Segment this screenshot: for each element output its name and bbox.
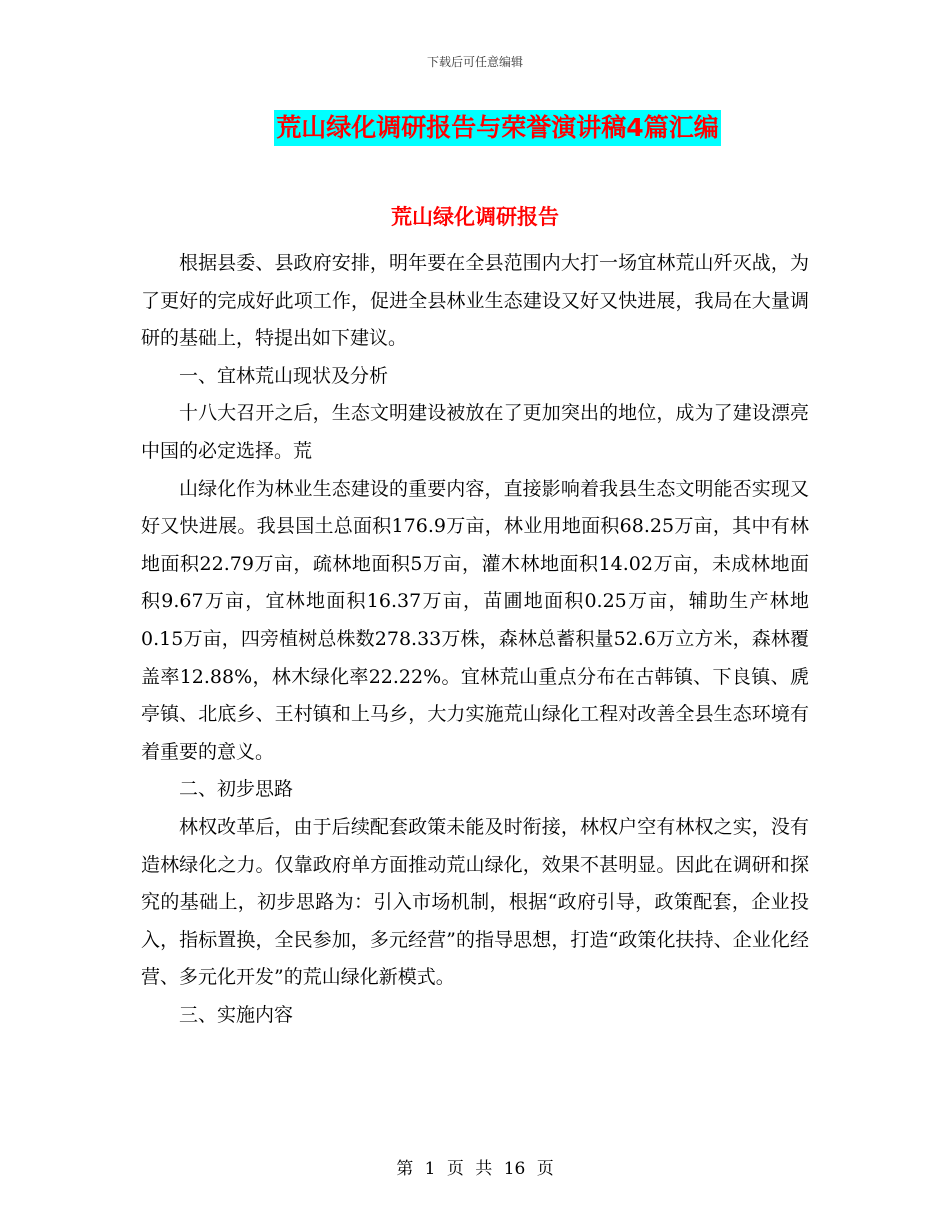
paragraph-ecology: 十八大召开之后，生态文明建设被放在了更加突出的地位，成为了建设漂亮中国的必定选择。荒 bbox=[141, 402, 809, 462]
heading-initial-ideas: 二、初步思路 bbox=[179, 778, 294, 801]
document-body bbox=[141, 245, 809, 1034]
paragraph-statistics: 山绿化作为林业生态建设的重要内容，直接影响着我县生态文明能否实现又好又快进展。我县国土总面积176.9万亩，林业用地面积68.25万亩，其中有林地面积22.79万亩，疏林地面积5万亩，灌木林地面积14.02万亩，未成林地面积9.67万亩，宜林地面积16.37万亩，苗圃地面积0.25万亩，辅助生产林地0.15万亩，四旁植树总株数278.33万株，森林总蓄积量52.6万立方米，森林覆盖率12.88%，林木绿化率22.22%。宜林荒山重点分布在古韩镇、下良镇、虒亭镇、北底乡、王村镇和上马乡，大力实施荒山绿化工程对改善全县生态环境有着重要的意义。 bbox=[141, 477, 809, 763]
header-note: 下载后可任意编辑 bbox=[426, 55, 523, 69]
paragraph-ideas: 林权改革后，由于后续配套政策未能及时衔接，林权户空有林权之实，没有造林绿化之力。仅靠政府单方面推动荒山绿化，效果不甚明显。因此在调研和探究的基础上，初步思路为：引入市场机制，根据“政府引导，政策配套，企业投入，指标置换，全民参加，多元经营”的指导思想，打造“政策化扶持、企业化经营、多元化开发”的荒山绿化新模式。 bbox=[141, 815, 809, 989]
paragraph-intro: 根据县委、县政府安排，明年要在全县范围内大打一场宜林荒山歼灭战，为了更好的完成好此项工作，促进全县林业生态建设又好又快进展，我局在大量调研的基础上，特提出如下建议。 bbox=[141, 252, 809, 350]
heading-implementation: 三、实施内容 bbox=[179, 1003, 294, 1026]
page-number: 第 1 页 共 16 页 bbox=[396, 1159, 554, 1179]
document-title-text: 荒山绿化调研报告与荣誉演讲稿4篇汇编 bbox=[274, 110, 720, 146]
document-title bbox=[0, 110, 950, 146]
heading-status-analysis: 一、宜林荒山现状及分析 bbox=[179, 364, 389, 387]
section-title: 荒山绿化调研报告 bbox=[391, 205, 559, 229]
